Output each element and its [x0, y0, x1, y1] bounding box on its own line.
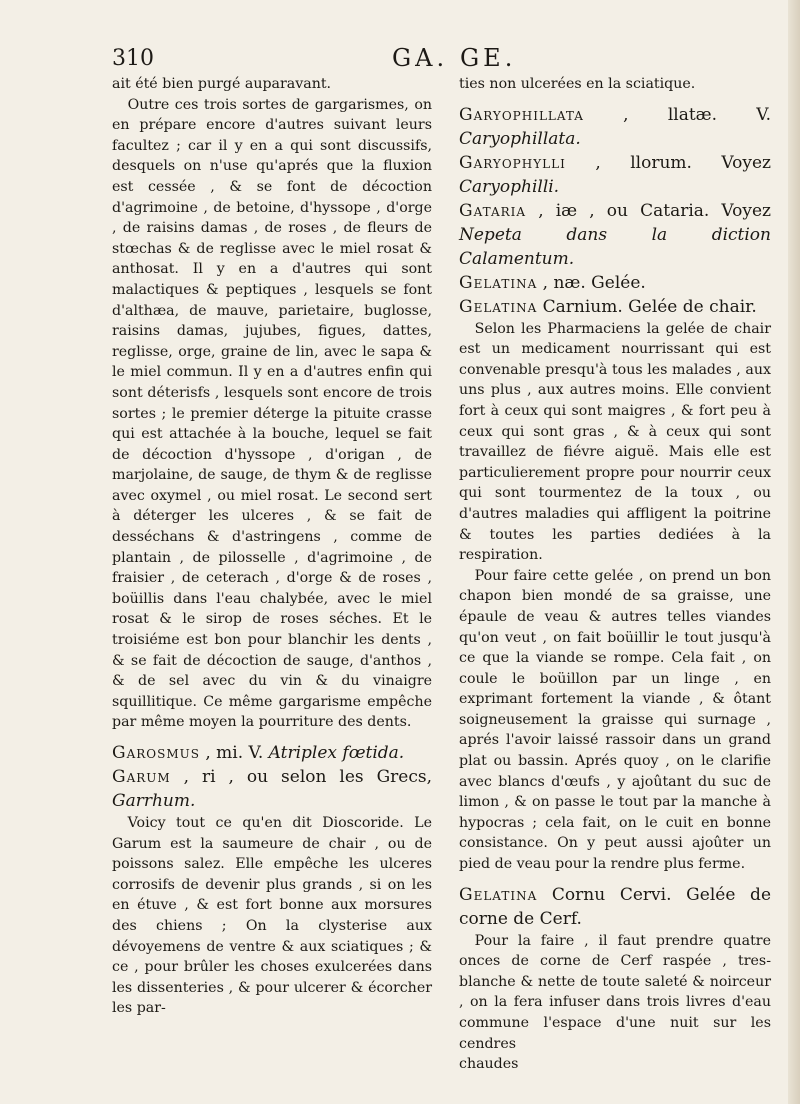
left-column [112, 74, 432, 1019]
dictionary-entry [459, 103, 771, 151]
entry-headword: Garum [112, 767, 171, 787]
catchword: chaudes [459, 1056, 519, 1073]
entry-headword: Gelatina [459, 884, 538, 905]
paragraph: ties non ulcerées en la sciatique. [459, 76, 696, 92]
entry-text: Carnium. Gelée de chair. [542, 296, 757, 317]
paragraph: ait été bien purgé auparavant. [112, 76, 332, 92]
entry-text: , llatæ. V. [623, 104, 771, 125]
entry-headword: Garyophillata [459, 104, 584, 125]
paragraph: Pour faire cette gelée , on prend un bon chapon bien mondé de sa graisse, une épaule de veau & autres telles viandes qu'on veut , on fait boüillir le tout jusqu'à ce que la viande se rompe. Cela fait , on coule le boüillon par un linge , en exprimant fortement la viande , & ôtant soigneusement la graisse qui surnage , aprés l'avoir laissé rassoir dans un grand plat ou bassin. Aprés quoy , on le clarifie avec blancs d'œufs , y ajoûtant du suc de limon , & on passe le tout par la manche à hypocras ; cela fait, on le cuit en bonne consistance. On y peut aussi ajoûter un pied de veau pour la rendre plus ferme. [459, 567, 771, 873]
page-edge [788, 0, 800, 1104]
entry-headword: Gelatina [459, 296, 538, 317]
dictionary-entry [459, 295, 771, 319]
paragraph: Pour la faire , il faut prendre quatre onces de corne de Cerf raspée , tres-blanche & nette de toute saleté & noirceur , on la fera infuser dans trois livres d'eau commune l'espace d'une nuit sur les cendres [459, 932, 771, 1052]
right-column [459, 74, 771, 1075]
entry-text: , iæ , ou Cataria. Voyez [538, 200, 772, 221]
paragraph: Outre ces trois sortes de gargarismes, on en prépare encore d'autres suivant leurs facultez ; car il y en a qui sont discussifs, desquels on n'use qu'aprés que la fluxion est cessée , & se font de décoction d'agrimoine , de betoine, d'hyssope , d'orge , de raisins damas , de roses , de fleurs de stœchas & de reglisse avec le miel rosat & anthosat. Il y en a d'autres qui sont malactiques & peptiques , lesquels se font d'althæa, de mauve, parietaire, buglosse, raisins damas, jujubes, figues, dattes, reglisse, orge, graine de lin, avec le sapa & le miel commun. Il y en a d'autres enfin qui sont déterisfs , lesquels sont encore de trois sortes ; le premier déterge la pituite crasse qui est attachée à la bouche, lequel se fait de décoction d'hyssope , d'origan , de marjolaine, de sauge, de thym & de reglisse avec oxymel , ou miel rosat. Le second sert à déterger les ulceres , & se fait de desséchans & d'astringens , comme de plantain , de pilosselle , d'agrimoine , de fraisier , de ceterach , d'orge & de roses , boüillis dans l'eau chalybée, avec le miel rosat & le sirop de roses séches. Et le troisiéme est bon pour blanchir les dents , & se fait de décoction de sauge, d'anthos , & de sel avec du vin & du vinaigre squillitique. Ce même gargarisme empêche par même moyen la pourriture des dents. [112, 96, 432, 731]
page-number: 310 [112, 46, 154, 71]
dictionary-entry [459, 883, 771, 931]
entry-reference: Caryophilli. [459, 176, 560, 197]
dictionary-entry [112, 741, 432, 765]
entry-text: , næ. Gelée. [542, 272, 646, 293]
entry-headword: Garosmus [112, 743, 200, 763]
paragraph: Selon les Pharmaciens la gelée de chair est un medicament nourrissant qui est convenable presqu'à tous les malades , aux uns plus , aux autres moins. Elle convient fort à ceux qui sont maigres , & fort peu à ceux qui sont gras , & à ceux qui sont travaillez de fiévre aiguë. Mais elle est particulierement propre pour nourrir ceux qui sont tourmentez de la toux , ou d'autres maladies qui affligent la poitrine & toutes les parties dediées à la respiration. [459, 320, 771, 564]
entry-text: , mi. V. [205, 743, 264, 763]
entry-headword: Gelatina [459, 272, 538, 293]
entry-reference: Caryophillata. [459, 128, 581, 149]
dictionary-entry [112, 765, 432, 813]
page-header [0, 46, 800, 76]
paragraph: Voicy tout ce qu'en dit Dioscoride. Le Garum est la saumeure de chair , ou de poissons salez. Elle empêche les ulceres corrosifs de devenir plus grands , si on les en étuve , & est fort bonne aux morsures des chiens ; On la clysterise aux dévoyemens de ventre & aux sciatiques ; & ce , pour brûler les choses exulcerées dans les dissenteries , & pour ulcerer & écorcher les par- [112, 815, 432, 1017]
running-head-right: GE. [460, 44, 517, 72]
entry-headword: Garyophylli [459, 152, 566, 173]
entry-reference: Atriplex fœtida. [268, 743, 405, 763]
entry-text: , ri , ou selon les Grecs, [183, 767, 432, 787]
entry-reference: Nepeta dans la diction Calamentum. [459, 224, 771, 269]
entry-headword: Gataria [459, 200, 527, 221]
dictionary-entry [459, 271, 771, 295]
entry-text: Cornu Cervi. Gelée de corne de Cerf. [459, 884, 772, 929]
dictionary-entry [459, 199, 771, 271]
dictionary-entry [459, 151, 771, 199]
running-head-left: GA. [392, 44, 449, 72]
entry-reference: Garrhum. [112, 791, 196, 811]
entry-text: , llorum. Voyez [595, 152, 771, 173]
